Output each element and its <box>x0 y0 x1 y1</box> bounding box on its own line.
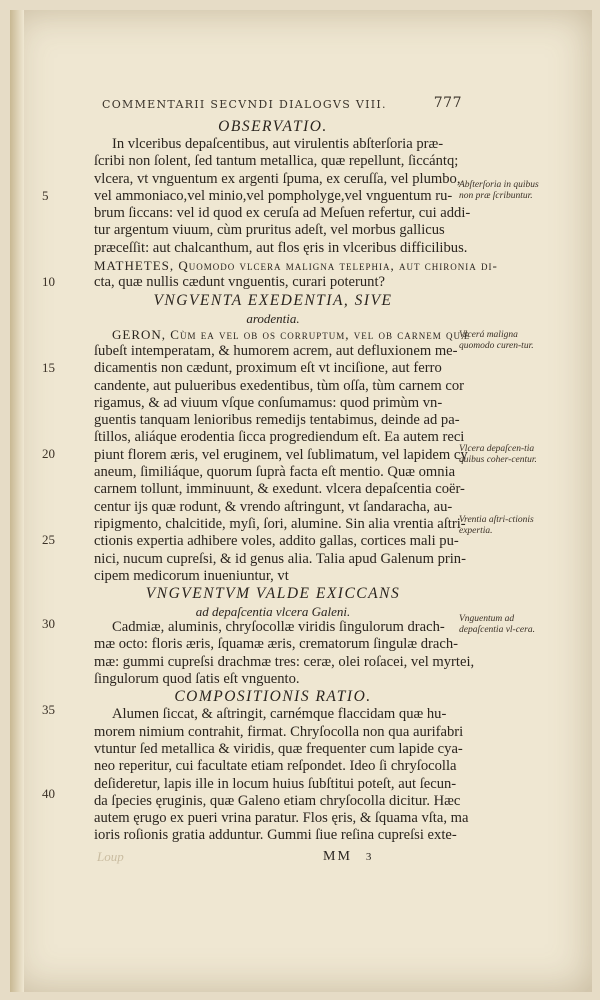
text-line: centur ijs quæ rodunt, & vrendo aſtringunt, vt ſandaracha, au- <box>94 498 453 515</box>
text-line: guentis tanquam lenioribus remedijs tentabimus, deinde ad pa- <box>94 412 460 429</box>
text-line: morem nimium contrahit, firmat. Chryſocolla non qua aurifabri <box>94 723 464 740</box>
margin-note: Vrentia aſtri-ctionis expertia. <box>459 515 534 536</box>
text-line: autem ęrugo ex pueri vrina paratur. Flos ęris, & ſquama vſta, ma <box>94 810 469 827</box>
text-line: tur argentum viuum, cùm pruritus adeſt, vel morbus gallicus <box>94 222 445 239</box>
text-line: vel ammoniaco,vel minio,vel pompholyge,vel vnguentum ru- <box>94 187 453 204</box>
text-line: ſcribi non ſolent, ſed tantum metallica, quæ repellunt, ſiccántq; <box>94 153 459 170</box>
text-line: Cadmiæ, aluminis, chryſocollæ viridis ſingulorum drach- <box>112 619 445 636</box>
signature-letters: MM <box>323 849 352 864</box>
margin-note: Vnguentum ad depaſcentia vl-cera. <box>459 614 535 635</box>
text-line: piunt florem æris, vel eruginem, vel ſublimatum, vel lapidem cy <box>94 446 468 463</box>
line-number: 40 <box>42 786 55 801</box>
text-line: rigamus, & ad viuum vſque conſumamus: quod primùm vn- <box>94 394 443 411</box>
text-line: candente, aut pulueribus exedentibus, tùm oſſa, tùm carnem cor <box>94 377 464 394</box>
section-subheading: ad depaſcentia vlcera Galeni. <box>195 604 351 620</box>
line-number: 25 <box>42 532 55 547</box>
text-line: mæ: gummi cupreſsi drachmæ tres: ceræ, olei roſacei, vel myrtei, <box>94 653 475 670</box>
text-line: ripigmento, chalcitide, myſi, ſori, alumine. Sin alia vrentia aſtri- <box>94 515 466 532</box>
text-line: MATHETES, Quomodo vlcera maligna telephia, aut chironia di- <box>94 258 498 274</box>
text-line: vtuntur ſed metallica & viridis, quæ frequenter cum lapide cya- <box>94 740 463 757</box>
line-number: 15 <box>42 360 55 375</box>
section-heading: OBSERVATIO. <box>218 118 328 135</box>
text-line: Alumen ſiccat, & aſtringit, carnémque flaccidam quæ hu- <box>112 706 447 723</box>
bleed-through-text: Loup <box>97 849 124 864</box>
text-line: præceſſit: aut chalcanthum, aut flos ęris in vlceribus difficilibus. <box>94 239 468 256</box>
line-number: 10 <box>42 274 55 289</box>
text-line: mæ octo: floris æris, ſquamæ æris, crematorum ſingulæ drach- <box>94 636 458 653</box>
section-subheading: arodentia. <box>246 310 300 326</box>
text-line: vlcera, vt vnguentum ex argenti ſpuma, ex ceruſſa, vel plumbo, <box>94 170 461 187</box>
text-line: nici, nucum cupreſsi, & id genus alia. Talia apud Galenum prin- <box>94 550 466 567</box>
section-heading: VNGVENTVM VALDE EXICCANS <box>145 585 401 603</box>
signature-number: 3 <box>365 851 374 863</box>
text-line: GERON, Cùm ea vel ob os corruptum, vel ob carnem quæ <box>112 326 470 342</box>
line-number: 20 <box>42 446 55 461</box>
line-number: 35 <box>42 702 55 717</box>
text-line: brum ſiccans: vel id quod ex ceruſa ad Meſuen refertur, cui addi- <box>94 205 471 222</box>
text-line: cipem medicorum inueniuntur, vt <box>94 567 289 584</box>
margin-note: Abſterſoria in quibus non præ ſcribuntur. <box>459 180 539 201</box>
text-line: da ſpecies ęruginis, quæ Galeno etiam chryſocolla dicitur. Hæc <box>94 792 461 809</box>
page-number: 777 <box>433 95 462 111</box>
section-heading: VNGVENTA EXEDENTIA, SIVE <box>153 291 393 309</box>
book-page <box>10 10 592 992</box>
margin-note: Vlcerá maligna quomodo curen-tur. <box>459 330 534 351</box>
running-header <box>102 95 462 111</box>
line-number: 5 <box>42 188 49 203</box>
text-line: In vlceribus depaſcentibus, aut virulentis abſterſoria præ- <box>112 136 444 152</box>
running-title: COMMENTARII SECVNDI DIALOGVS VIII. <box>102 98 387 111</box>
text-line: ſtillos, aliáque erodentia ſicca progrediendum eſt. Ea autem reci <box>94 429 465 446</box>
text-line: deſideretur, lapis ille in locum huius ſubſtitui poteſt, aut ſecun- <box>94 775 457 792</box>
section-heading: COMPOSITIONIS RATIO. <box>174 688 372 706</box>
text-line: ioris roſionis gratia adduntur. Gummi ſiue reſina cupreſsi exte- <box>94 827 457 844</box>
text-line: ſubeſt intemperatam, & humorem acrem, aut defluxionem me- <box>94 342 458 359</box>
signature-mark <box>323 849 373 865</box>
text-line: ſingulorum quod ſatis eſt vnguento. <box>94 671 300 688</box>
text-line: carnem tollunt, imminuunt, & exedunt. vlcera depaſcentia coër- <box>94 481 465 498</box>
text-line: dicamentis non cædunt, proximum eſt vt inciſione, aut ferro <box>94 360 442 377</box>
text-line: cta, quæ nullis cædunt vnguentis, curari poterunt? <box>94 274 386 291</box>
text-line: neo reperitur, cui facultate etiam reſpondet. Ideo ſi chryſocolla <box>94 758 457 775</box>
line-number: 30 <box>42 616 55 631</box>
text-line: ctionis expertia adhibere voles, addito gallas, cortices mali pu- <box>94 533 459 550</box>
margin-note: Vlcera depaſcen-tia quibus coher-centur. <box>459 444 537 465</box>
text-line: aneum, ſimiliáque, quorum ſuprà facta eſt mentio. Quæ omnia <box>94 464 456 481</box>
